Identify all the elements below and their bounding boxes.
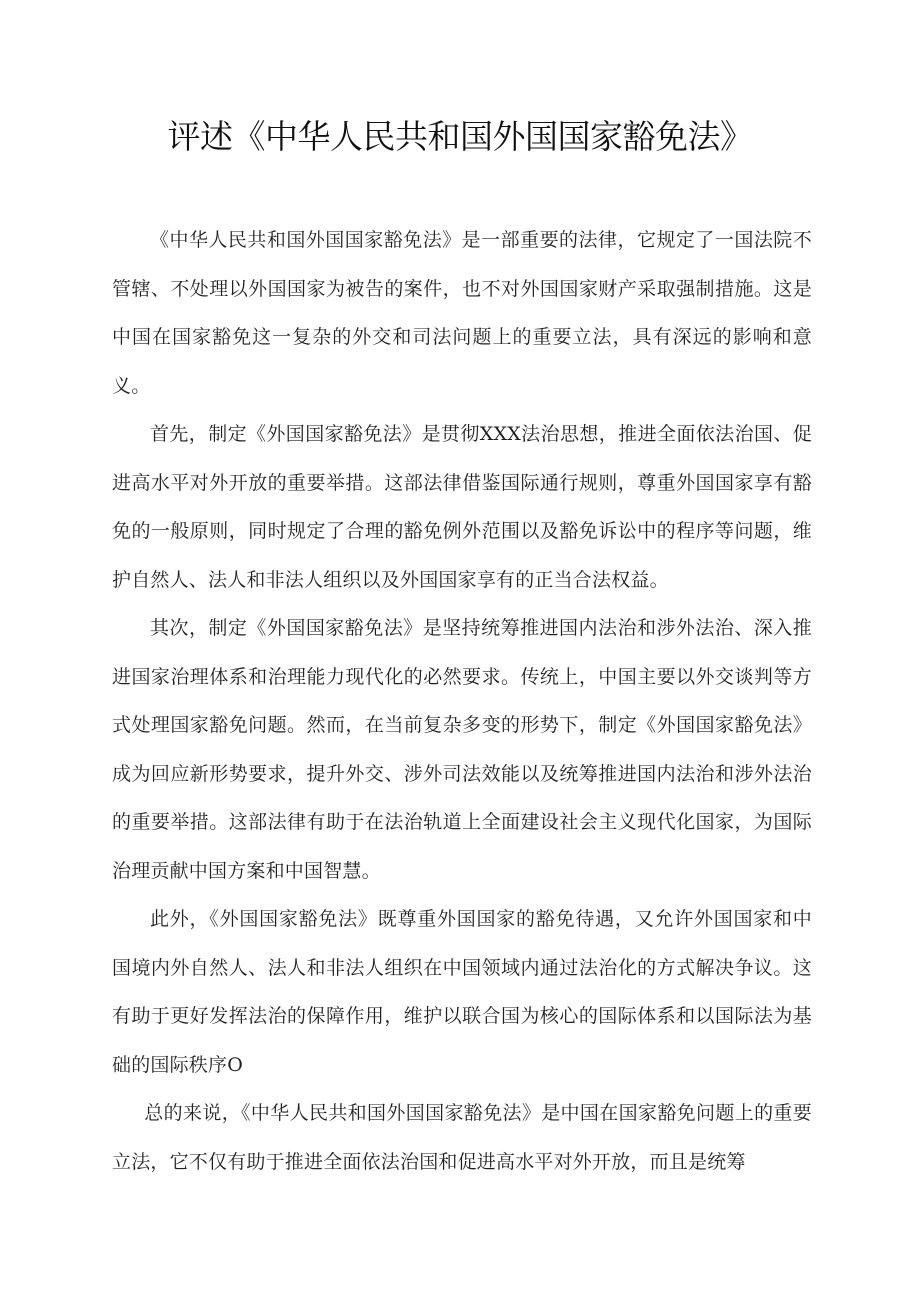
paragraph-first-point: 首先，制定《外国国家豁免法》是贯彻XXX法治思想，推进全面依法治国、促进高水平对外开放的重要举措。这部法律借鉴国际通行规则，尊重外国国家享有豁免的一般原则，同时规定了合理的豁免例外范围以及豁免诉讼中的程序等问题，维护自然人、法人和非法人组织以及外国国家享有的正当合法权益。 [112,423,812,591]
paragraph-additional-point: 此外，《外国国家豁免法》既尊重外国国家的豁免待遇，又允许外国国家和中国境内外自然人、法人和非法人组织在中国领域内通过法治化的方式解决争议。这有助于更好发挥法治的保障作用，维护以联合国为核心的国际体系和以国际法为基础的国际秩序O [112,908,812,1076]
paragraph-intro: 《中华人民共和国外国国家豁免法》是一部重要的法律，它规定了一国法院不管辖、不处理以外国国家为被告的案件，也不对外国国家财产采取强制措施。这是中国在国家豁免这一复杂的外交和司法问题上的重要立法，具有深远的影响和意义。 [112,229,812,397]
document-title: 评述《中华人民共和国外国国家豁免法》 [167,117,753,156]
paragraph-conclusion: 总的来说，《中华人民共和国外国国家豁免法》是中国在国家豁免问题上的重要立法，它不仅有助于推进全面依法治国和促进高水平对外开放，而且是统筹 [112,1102,812,1173]
paragraph-second-point: 其次，制定《外国国家豁免法》是坚持统筹推进国内法治和涉外法治、深入推进国家治理体系和治理能力现代化的必然要求。传统上，中国主要以外交谈判等方式处理国家豁免问题。然而，在当前复杂多变的形势下，制定《外国国家豁免法》成为回应新形势要求，提升外交、涉外司法效能以及统筹推进国内法治和涉外法治的重要举措。这部法律有助于在法治轨道上全面建设社会主义现代化国家，为国际治理贡献中国方案和中国智慧。 [112,617,812,882]
document-body [112,216,812,1186]
